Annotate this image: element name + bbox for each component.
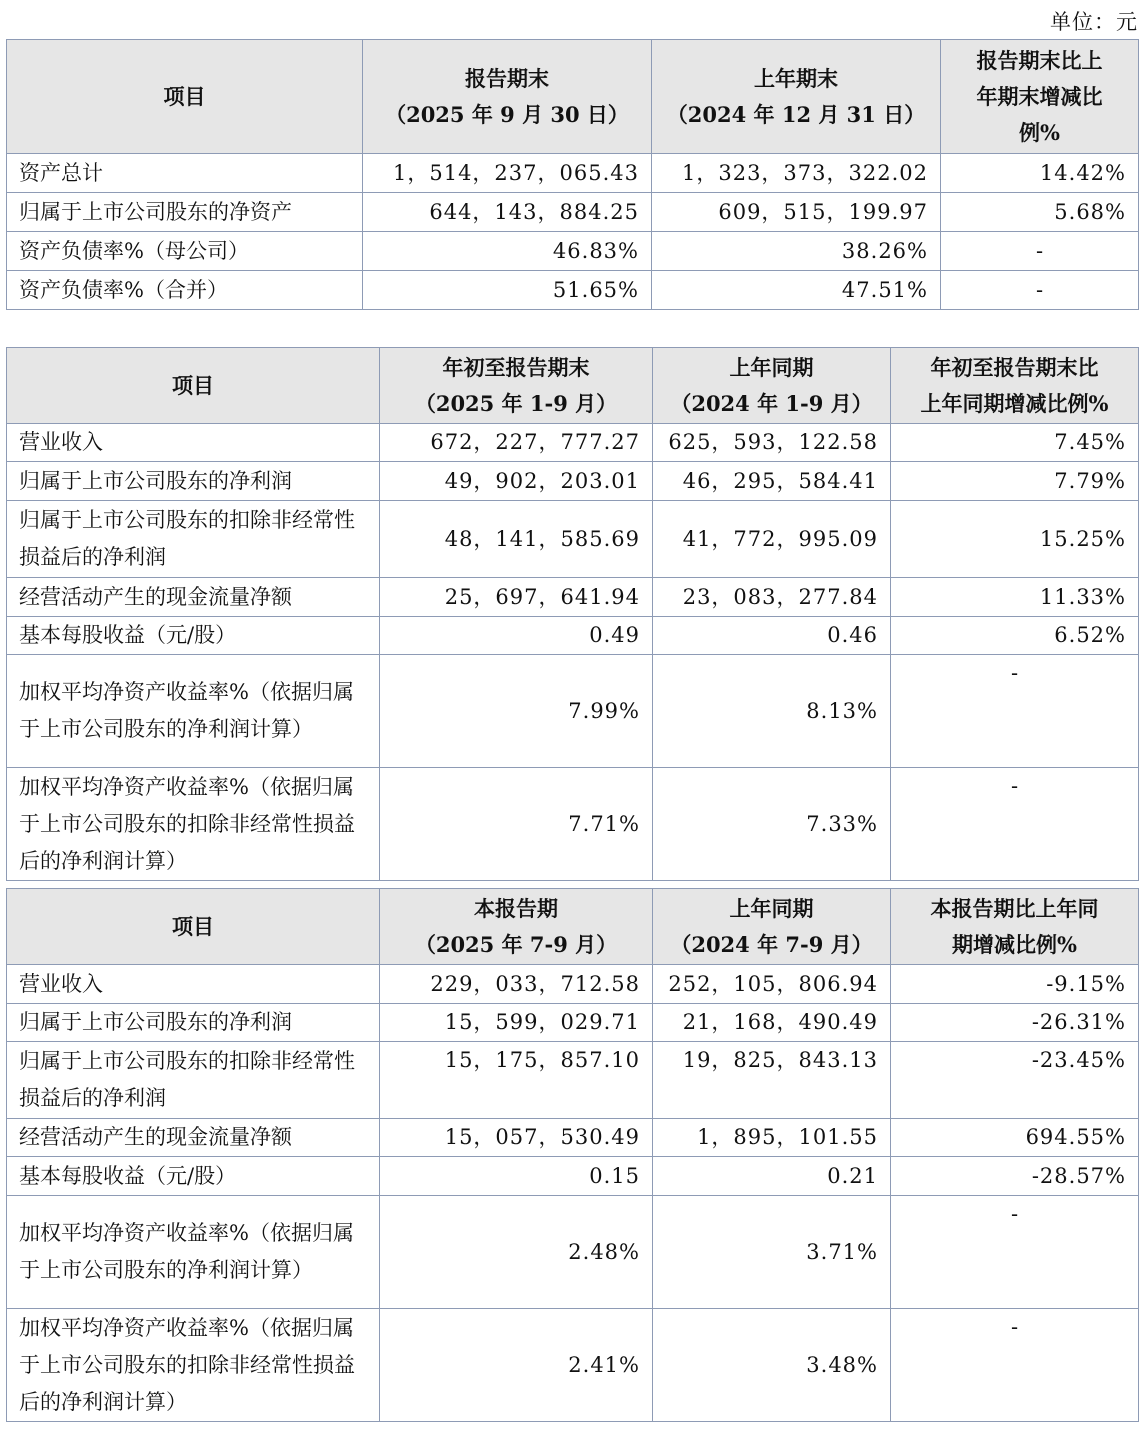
unit-label: 单位：元 bbox=[1050, 10, 1138, 34]
row-prior: 38.26% bbox=[652, 232, 941, 271]
row-prior: 46，295，584.41 bbox=[653, 462, 891, 501]
row-current: 15，057，530.49 bbox=[380, 1119, 653, 1157]
table-row bbox=[7, 1119, 1139, 1157]
row-prior: 8.13% bbox=[653, 655, 891, 768]
row-prior: 19，825，843.13 bbox=[653, 1042, 891, 1119]
table-row bbox=[7, 1004, 1139, 1042]
table-row bbox=[7, 1042, 1139, 1119]
row-change: -23.45% bbox=[891, 1042, 1139, 1119]
row-prior: 21，168，490.49 bbox=[653, 1004, 891, 1042]
row-change: - bbox=[891, 1196, 1139, 1309]
row-change: 7.45% bbox=[891, 424, 1139, 462]
row-prior: 41，772，995.09 bbox=[653, 501, 891, 578]
row-current: 7.99% bbox=[380, 655, 653, 768]
table-row bbox=[7, 965, 1139, 1004]
row-label: 加权平均净资产收益率%（依据归属于上市公司股东的扣除非经常性损益后的净利润计算） bbox=[7, 1309, 380, 1422]
header-item: 项目 bbox=[7, 889, 380, 965]
row-change: -9.15% bbox=[891, 965, 1139, 1004]
header-current: 本报告期 （2025 年 7-9 月） bbox=[380, 889, 653, 965]
row-prior: 1，323，373，322.02 bbox=[652, 154, 941, 193]
row-label: 加权平均净资产收益率%（依据归属于上市公司股东的净利润计算） bbox=[7, 655, 380, 768]
table-row bbox=[7, 424, 1139, 462]
row-label: 基本每股收益（元/股） bbox=[7, 1157, 380, 1196]
row-change: 7.79% bbox=[891, 462, 1139, 501]
row-current: 49，902，203.01 bbox=[380, 462, 653, 501]
table-row bbox=[7, 1196, 1139, 1309]
row-prior: 23，083，277.84 bbox=[653, 578, 891, 617]
header-change: 年初至报告期末比 上年同期增减比例% bbox=[891, 348, 1139, 424]
table-row bbox=[7, 1157, 1139, 1196]
header-current: 年初至报告期末 （2025 年 1-9 月） bbox=[380, 348, 653, 424]
table-row bbox=[7, 578, 1139, 617]
row-label: 加权平均净资产收益率%（依据归属于上市公司股东的扣除非经常性损益后的净利润计算） bbox=[7, 768, 380, 881]
row-change: - bbox=[891, 768, 1139, 881]
row-change: -28.57% bbox=[891, 1157, 1139, 1196]
row-current: 229，033，712.58 bbox=[380, 965, 653, 1004]
table-row bbox=[7, 501, 1139, 578]
row-label: 资产负债率%（母公司） bbox=[7, 232, 363, 271]
row-label: 归属于上市公司股东的扣除非经常性损益后的净利润 bbox=[7, 501, 380, 578]
row-prior: 7.33% bbox=[653, 768, 891, 881]
table-header-row bbox=[7, 889, 1139, 965]
row-prior: 3.48% bbox=[653, 1309, 891, 1422]
row-current: 15，175，857.10 bbox=[380, 1042, 653, 1119]
header-prior: 上年同期 （2024 年 1-9 月） bbox=[653, 348, 891, 424]
row-label: 资产负债率%（合并） bbox=[7, 271, 363, 310]
row-current: 0.15 bbox=[380, 1157, 653, 1196]
balance-table bbox=[6, 39, 1139, 310]
header-change: 本报告期比上年同 期增减比例% bbox=[891, 889, 1139, 965]
table-row bbox=[7, 193, 1139, 232]
row-change: 5.68% bbox=[941, 193, 1139, 232]
row-change: 6.52% bbox=[891, 617, 1139, 655]
row-prior: 0.46 bbox=[653, 617, 891, 655]
row-prior: 625，593，122.58 bbox=[653, 424, 891, 462]
table-row bbox=[7, 271, 1139, 310]
row-current: 48，141，585.69 bbox=[380, 501, 653, 578]
table-row bbox=[7, 1309, 1139, 1422]
header-prior: 上年同期 （2024 年 7-9 月） bbox=[653, 889, 891, 965]
table-header-row bbox=[7, 348, 1139, 424]
ytd-income-table bbox=[6, 347, 1139, 881]
row-change: 15.25% bbox=[891, 501, 1139, 578]
row-change: - bbox=[891, 1309, 1139, 1422]
table-row bbox=[7, 154, 1139, 193]
row-label: 归属于上市公司股东的扣除非经常性损益后的净利润 bbox=[7, 1042, 380, 1119]
row-label: 基本每股收益（元/股） bbox=[7, 617, 380, 655]
row-prior: 3.71% bbox=[653, 1196, 891, 1309]
table-row bbox=[7, 768, 1139, 881]
header-prior: 上年期末 （2024 年 12 月 31 日） bbox=[652, 40, 941, 154]
row-change: - bbox=[941, 232, 1139, 271]
row-current: 25，697，641.94 bbox=[380, 578, 653, 617]
row-current: 7.71% bbox=[380, 768, 653, 881]
row-label: 营业收入 bbox=[7, 965, 380, 1004]
row-change: 11.33% bbox=[891, 578, 1139, 617]
row-current: 644，143，884.25 bbox=[363, 193, 652, 232]
quarter-income-table bbox=[6, 888, 1139, 1422]
row-label: 资产总计 bbox=[7, 154, 363, 193]
row-label: 营业收入 bbox=[7, 424, 380, 462]
row-label: 经营活动产生的现金流量净额 bbox=[7, 578, 380, 617]
row-current: 672，227，777.27 bbox=[380, 424, 653, 462]
row-prior: 1，895，101.55 bbox=[653, 1119, 891, 1157]
row-current: 1，514，237，065.43 bbox=[363, 154, 652, 193]
row-label: 经营活动产生的现金流量净额 bbox=[7, 1119, 380, 1157]
row-label: 归属于上市公司股东的净利润 bbox=[7, 1004, 380, 1042]
row-current: 15，599，029.71 bbox=[380, 1004, 653, 1042]
row-change: 694.55% bbox=[891, 1119, 1139, 1157]
row-prior: 47.51% bbox=[652, 271, 941, 310]
row-change: -26.31% bbox=[891, 1004, 1139, 1042]
row-current: 0.49 bbox=[380, 617, 653, 655]
row-prior: 609，515，199.97 bbox=[652, 193, 941, 232]
table-header-row bbox=[7, 40, 1139, 154]
table-row bbox=[7, 462, 1139, 501]
row-current: 2.41% bbox=[380, 1309, 653, 1422]
row-current: 2.48% bbox=[380, 1196, 653, 1309]
row-prior: 252，105，806.94 bbox=[653, 965, 891, 1004]
row-change: 14.42% bbox=[941, 154, 1139, 193]
row-change: - bbox=[941, 271, 1139, 310]
table-row bbox=[7, 655, 1139, 768]
row-current: 51.65% bbox=[363, 271, 652, 310]
table-row bbox=[7, 617, 1139, 655]
row-label: 加权平均净资产收益率%（依据归属于上市公司股东的净利润计算） bbox=[7, 1196, 380, 1309]
header-change: 报告期末比上 年期末增减比 例% bbox=[941, 40, 1139, 154]
row-prior: 0.21 bbox=[653, 1157, 891, 1196]
row-change: - bbox=[891, 655, 1139, 768]
row-label: 归属于上市公司股东的净利润 bbox=[7, 462, 380, 501]
row-current: 46.83% bbox=[363, 232, 652, 271]
header-item: 项目 bbox=[7, 40, 363, 154]
header-item: 项目 bbox=[7, 348, 380, 424]
header-current: 报告期末 （2025 年 9 月 30 日） bbox=[363, 40, 652, 154]
table-row bbox=[7, 232, 1139, 271]
row-label: 归属于上市公司股东的净资产 bbox=[7, 193, 363, 232]
